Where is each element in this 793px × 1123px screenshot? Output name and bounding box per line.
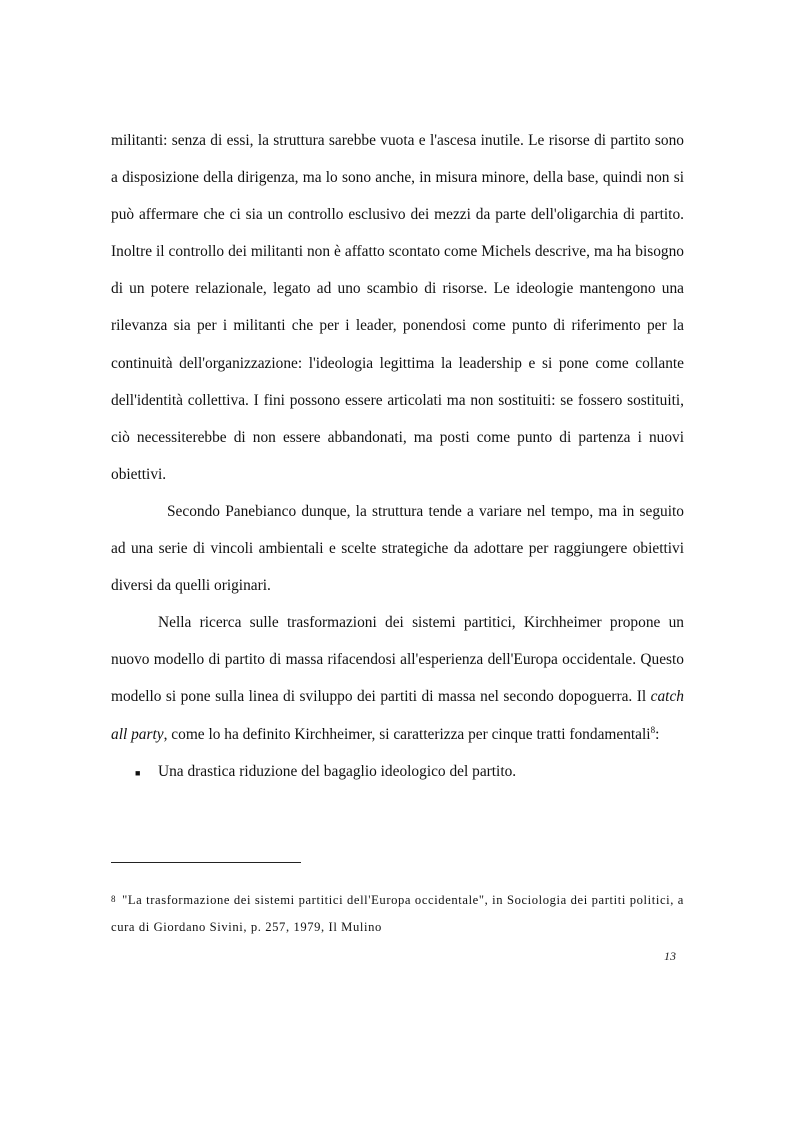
paragraph-2: Secondo Panebianco dunque, la struttura tende a variare nel tempo, ma in seguito ad una serie di vincoli ambientali e scelte strategiche da adottare per raggiungere obiettivi diversi da quelli originari. (111, 502, 684, 595)
footnote (111, 886, 684, 941)
bullet-item (111, 753, 684, 792)
page-body (111, 122, 684, 792)
paragraph-3-text-b: , come lo ha definito Kirchheimer, si caratterizza per cinque tratti fondamentali (163, 725, 651, 743)
paragraph-3-text-a: Nella ricerca sulle trasformazioni dei sistemi partitici, Kirchheimer propone un nuovo modello di partito di massa rifacendosi all'esperienza dell'Europa occidentale. Questo modello si pone sulla linea di sviluppo dei partiti di massa nel secondo dopoguerra. Il (111, 614, 684, 706)
footnote-number: 8 (111, 894, 117, 904)
footnote-reference[interactable]: 8 (650, 724, 656, 735)
paragraph-1: militanti: senza di essi, la struttura sarebbe vuota e l'ascesa inutile. Le risorse di partito sono a disposizione della dirigenza, ma lo sono anche, in misura minore, della base, quindi non si può affermare che ci sia un controllo esclusivo dei mezzi da parte dell'oligarchia di partito. Inoltre il controllo dei militanti non è affatto scontato come Michels descrive, ma ha bisogno di un potere relazionale, legato ad uno scambio di risorse. Le ideologie mantengono una rilevanza sia per i militanti che per i leader, ponendosi come punto di riferimento per la continuità dell'organizzazione: l'ideologia legittima la leadership e si pone come collante dell'identità collettiva. I fini possono essere articolati ma non sostituiti: se fossero sostituiti, ciò necessiterebbe di non essere abbandonati, ma posti come punto di partenza i nuovi obiettivi. (111, 132, 684, 483)
footnote-text: "La trasformazione dei sistemi partitici dell'Europa occidentale", in Sociologia dei partiti politici, a cura di Giordano Sivini, p. 257, 1979, Il Mulino (111, 893, 684, 934)
paragraph-3 (111, 604, 684, 752)
footnote-separator (111, 862, 301, 863)
bullet-text: Una drastica riduzione del bagaglio ideologico del partito. (158, 762, 517, 780)
paragraph-3-text-c: : (655, 725, 660, 743)
square-bullet-icon: ■ (135, 767, 141, 778)
catch-all-party-term: catch all party (111, 688, 684, 743)
page-number: 13 (664, 949, 676, 963)
